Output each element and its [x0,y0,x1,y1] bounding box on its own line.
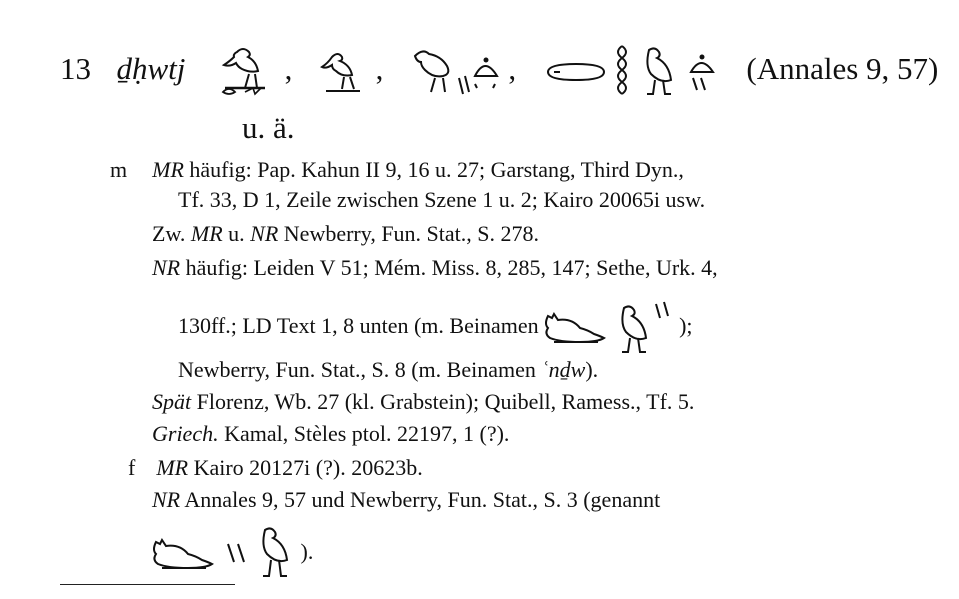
bird-with-strokes-glyph [616,298,674,358]
text-line-3: Zw. MR u. NR Newberry, Fun. Stat., S. 278. [152,221,540,246]
loaf-glyph [546,60,606,84]
period-label: MR [152,157,184,182]
footnote-rule [60,584,235,585]
text-line-5: 130ff.; LD Text 1, 8 unten (m. Beinamen ); [178,298,693,358]
bird-glyph [255,524,295,584]
text-line-8: Griech. Kamal, Stèles ptol. 22197, 1 (?). [152,421,510,446]
text-line-9: f MR Kairo 20127i (?). 20623b. [128,455,423,480]
text-line-11: ). [152,524,313,584]
recumbent-animal-glyph [544,308,610,348]
moon-crescent-glyph [471,54,501,90]
ibis-glyph [318,47,368,97]
ibis-on-standard-glyph [215,44,277,100]
gender-label-m: m [110,157,128,182]
bird-glyph [639,44,679,100]
text-line-6: Newberry, Fun. Stat., S. 8 (m. Beinamen ʿnḏw). [178,357,599,382]
period-label: NR [152,487,181,512]
entry-number: 13 [60,51,91,87]
twisted-flax-glyph [613,44,631,100]
period-label: NR [250,221,279,246]
recumbent-animal-glyph [152,534,218,574]
text-line-2: Tf. 33, D 1, Zeile zwischen Szene 1 u. 2; Kairo 20065i usw. [178,187,706,212]
text-line-7: Spät Florenz, Wb. 27 (kl. Grabstein); Quibell, Ramess., Tf. 5. [152,389,695,414]
gender-label-f: f [128,455,136,480]
period-label: Griech. [152,421,219,446]
period-label: Spät [152,389,192,414]
text-line-10: NR Annales 9, 57 und Newberry, Fun. Stat., S. 3 (genannt [152,487,661,512]
entry-name: ḏḥwtj [116,51,186,87]
moon-crescent-glyph [687,52,717,92]
period-label: NR [152,255,181,280]
text-line-4: NR häufig: Leiden V 51; Mém. Miss. 8, 285, 147; Sethe, Urk. 4, [152,255,718,280]
ibis-with-dual-strokes-glyph [409,44,471,100]
dual-strokes-glyph [224,534,250,574]
text-line-1: m MR häufig: Pap. Kahun II 9, 16 u. 27; Garstang, Third Dyn., [110,157,684,182]
entry-reference: (Annales 9, 57) [746,51,939,87]
period-label: MR [190,221,223,246]
period-label: MR [156,455,189,480]
entry-heading-continuation: u. ä. [242,110,295,145]
entry-heading: 13 ḏḥwtj , , , (Annales 9, 57) [60,44,938,100]
